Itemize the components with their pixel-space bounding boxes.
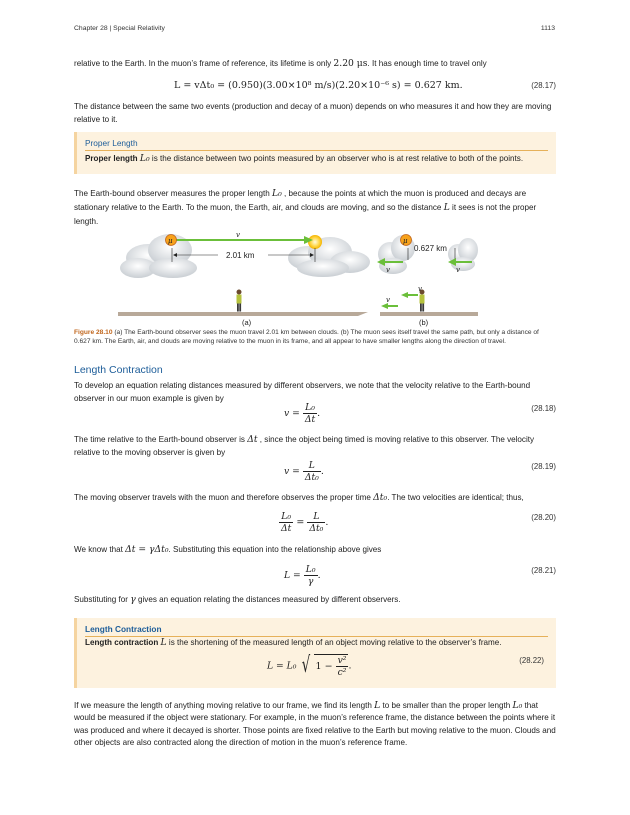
cloud-right-b [448,238,478,271]
fraction-denominator: Δt₀ [309,523,324,534]
ground-a [118,312,368,316]
definition-text: is the distance between two points measured by an observer who is at rest relative to both of the points. [151,154,524,163]
observer-icon-a [237,290,242,312]
paragraph-text: gives an equation relating the distances measured by different observers. [138,595,401,604]
fraction-denominator: Δt₀ [304,472,319,483]
distance-label-b: 0.627 km [414,244,447,253]
equation-28-17 [74,80,556,96]
caption-label: Figure 28.10 [74,329,113,336]
equation-tail: . [317,570,321,581]
equation-number: (28.21) [531,566,556,575]
fraction-denominator: c² [337,667,347,678]
equation-tail: . [320,466,324,477]
equation-28-21 [74,564,556,588]
muon-label-b: μ [403,237,408,245]
paragraph-text: that would be measured if the object were stationary. For example, in the muon’s reference frame, the distance between the points where it was produced and where it decayed is shorter. Those points are fixed relative to the Earth but moving relative to the muon. Clouds and other objects are also contracted along the direction of motion in the muon’s reference frame. [74,701,556,748]
equation-number: (28.22) [519,656,544,665]
defined-term: Proper length [85,154,138,163]
paragraph-develop-equation: To develop an equation relating distances measured by different observers, we note that the velocity relative to the Earth-bound observer in our muon example is given by [74,381,531,403]
distance-label-a: 2.01 km [226,251,255,260]
math-symbol: L₀ [271,188,282,199]
callout-title: Length Contraction [85,624,162,634]
paragraph-distance-depends: The distance between the same two events (production and decay of a muon) depends on who measures it and how they are moving relative to it. [74,102,552,124]
fraction-numerator: L₀ [279,511,293,523]
equation-number: (28.19) [531,462,556,471]
callout-body [85,637,546,649]
paragraph-text: it sees is not the proper length. [74,203,537,226]
equation-lhs: v = [284,408,300,419]
paragraph-earth-observer [74,187,556,229]
fraction [304,564,318,587]
figure-28-10 [118,228,478,328]
paragraph-text: The time relative to the Earth-bound observer is [74,435,245,444]
equation-tail: . [317,408,321,419]
fraction-denominator: γ [307,576,314,587]
fraction-right [307,511,325,534]
equation-expression: L = vΔt₀ = (0.950)(3.00×10⁸ m/s)(2.20×10⁻⁶ s) = 0.627 km. [174,80,463,91]
fraction [336,655,352,678]
paragraph-text: The moving observer travels with the muon and therefore observes the proper time [74,493,371,502]
fraction-numerator: L [307,511,325,523]
paragraph-text: . The two velocities are identical; thus, [387,493,524,502]
fraction-denominator: Δt [281,523,292,534]
paragraph-text: We know that [74,545,123,554]
velocity-label-b1: v [386,266,390,274]
paragraph-text: to be smaller than the proper length [382,701,511,710]
math-symbol: L₀ [512,700,523,711]
callout-proper-length [74,132,556,174]
math-symbol: L₀ [139,153,150,164]
radicand-one: 1 − [315,661,333,672]
page-number: 1113 [540,25,555,32]
equation-number: (28.17) [531,81,556,90]
equals-sign: = [296,517,305,528]
velocity-label-b4: v [386,296,390,304]
math-symbol: L [160,637,167,648]
section-heading: Length Contraction [74,364,163,376]
velocity-label-b2: v [456,266,460,274]
math-symbol: Δt = γΔt₀ [125,544,169,555]
fraction-numerator: L₀ [305,564,316,575]
paragraph-time-relative [74,434,556,459]
equation-28-18 [74,402,556,426]
math-symbol: γ [130,594,136,605]
paragraph-text: relative to the Earth. In the muon’s frame of reference, its lifetime is only [74,59,332,68]
figure-caption [74,328,556,346]
callout-title: Proper Length [85,138,138,148]
equation-number: (28.20) [531,513,556,522]
decay-burst-icon [308,235,322,249]
cloud-right-a [288,237,370,277]
ground-b [380,312,478,316]
callout-divider [85,150,548,151]
definition-text: is the shortening of the measured length of an object moving relative to the observer’s frame. [168,638,502,647]
callout-length-contraction [74,618,556,688]
paragraph-text: . It has enough time to travel only [367,59,487,68]
math-symbol: L [374,700,381,711]
equation-number: (28.18) [531,404,556,413]
sqrt-sign: √ [302,653,311,678]
muon-label-a: μ [168,237,173,245]
callout-body [85,153,546,165]
paragraph-we-know [74,544,556,557]
fraction-left [279,511,293,534]
math-lifetime: 2.20 μs [333,58,368,69]
equation-28-19 [74,460,556,484]
paragraph-text: If we measure the length of anything moving relative to our frame, we find its length [74,701,372,710]
panel-label-a: (a) [242,318,252,327]
fraction [303,460,321,483]
equation-lhs: v = [284,466,300,477]
paragraph-text: , since the object being timed is moving relative to this observer. The velocity relative to the moving observer is given by [74,435,535,457]
equation-28-20 [74,511,556,535]
equation-tail: . [348,660,352,672]
fraction-numerator: L₀ [303,402,317,414]
paragraph-text: , because the points at which the muon is produced and decays are stationary relative to the Earth. To the muon, the Earth, air, and clouds are moving, and so the distance [74,189,527,212]
fraction-numerator: L [303,460,321,472]
paragraph-text: . Substituting this equation into the relationship above gives [168,545,382,554]
paragraph-text: Substituting for [74,595,128,604]
math-symbol: L [443,202,450,213]
paragraph-substituting [74,594,556,607]
velocity-label-b3: v [418,285,422,293]
panel-label-b: (b) [419,318,429,327]
math-symbol: Δt [247,434,258,445]
math-symbol: Δt₀ [373,492,388,503]
fraction-numerator: v² [337,655,347,666]
caption-text: (a) The Earth-bound observer sees the muon travel 2.01 km between clouds. (b) The muon sees itself travel the same path, but only a distance of 0.627 km. The Earth, air, and clouds are moving relative to the muon in its frame, and all appear to have smaller lengths along the direction of travel. [74,329,539,346]
fraction-denominator: Δt [304,414,316,425]
sqrt-radicand [314,654,352,678]
running-header: Chapter 28 | Special Relativity [74,25,165,32]
paragraph-text: The Earth-bound observer measures the proper length [74,189,270,198]
paragraph-muon-lifetime [74,58,556,71]
paragraph-if-we-measure [74,700,556,750]
paragraph-moving-observer [74,492,556,505]
equation-28-22 [267,654,351,678]
velocity-label-a: v [236,231,240,239]
fraction [303,402,317,425]
defined-term: Length contraction [85,638,159,647]
equation-lhs: L = [284,570,301,581]
equation-tail: . [325,517,329,528]
equation-lhs: L = L₀ [267,660,297,672]
